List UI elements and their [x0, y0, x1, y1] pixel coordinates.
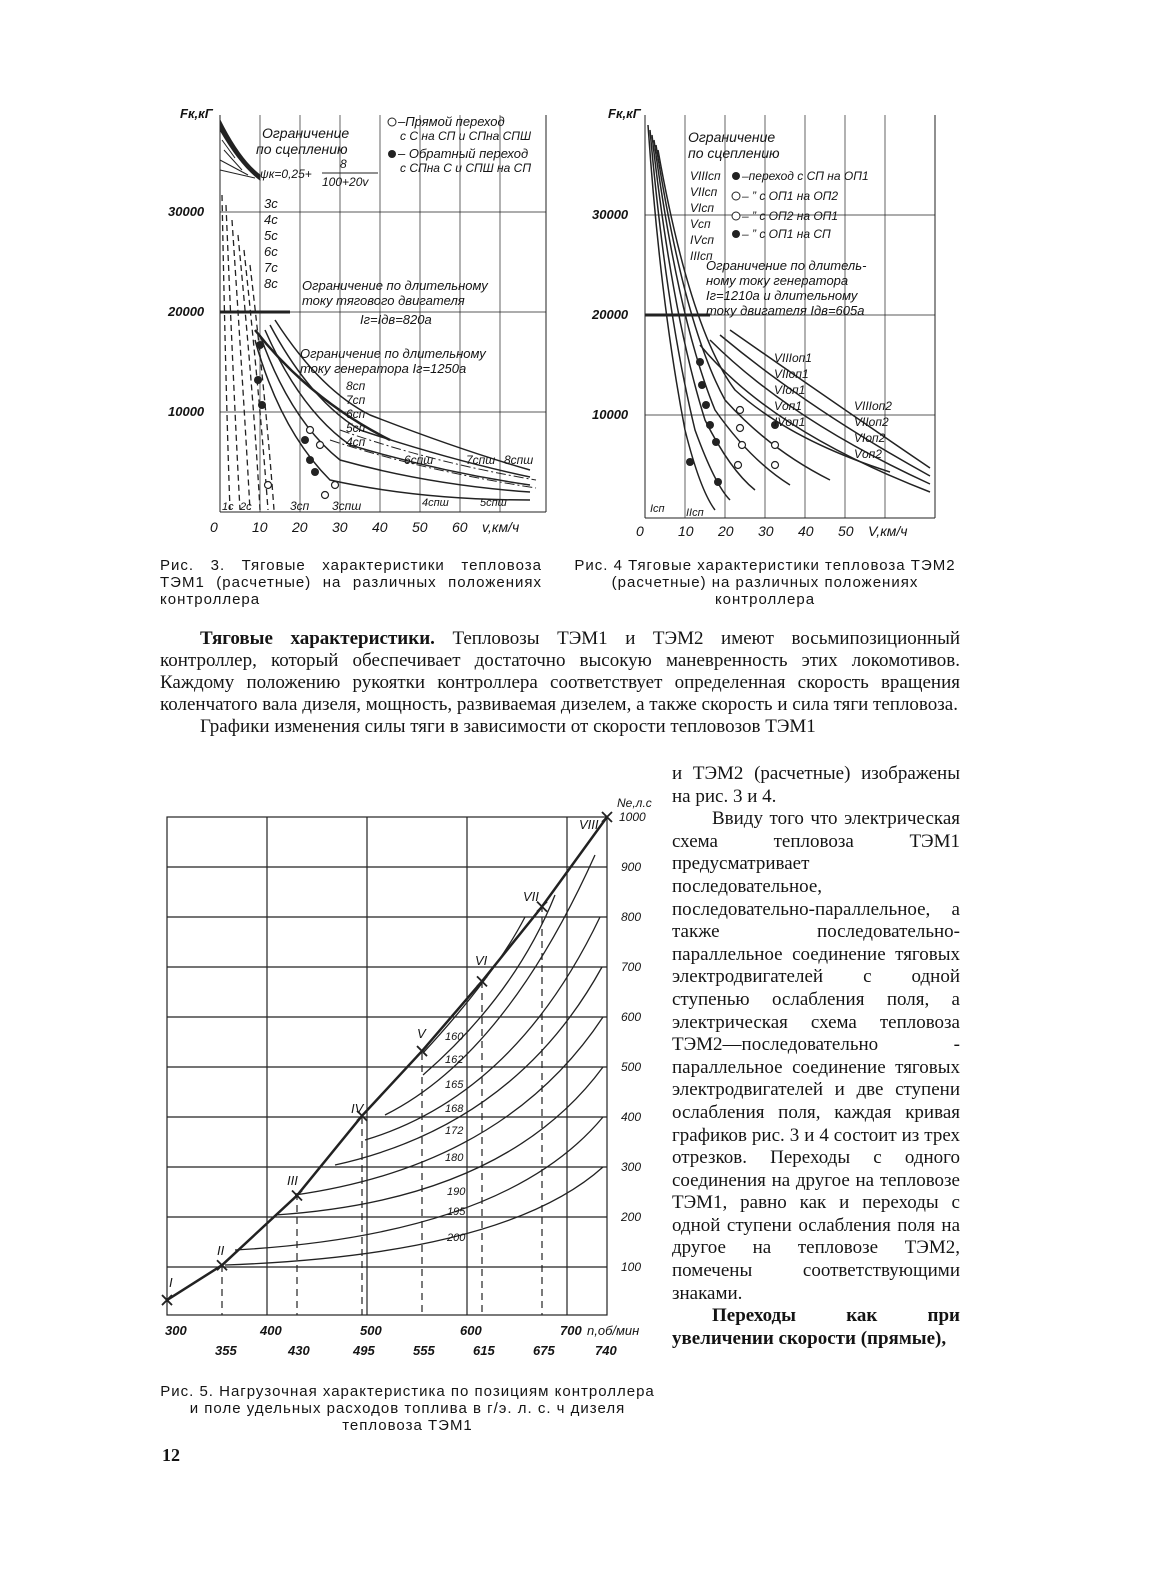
- caption-figure-4: Рис. 4 Тяговые характеристики тепловоза ТЭМ2 (расчетные) на различных положениях контроллера: [574, 557, 956, 608]
- fig5-fuel-label: 190: [447, 1186, 466, 1198]
- fig4-op2-label: Vоп2: [854, 447, 882, 461]
- fig3-motor-limit: Iг=Iдв=820а: [360, 312, 432, 327]
- caption-figure-3: Рис. 3. Тяговые характеристики тепловоза ТЭМ1 (расчетные) на различных положениях контроллера: [160, 557, 542, 608]
- fig3-x-tick: 20: [292, 519, 308, 535]
- fig4-y-tick: 20000: [592, 307, 629, 322]
- fig5-fuel-label: 200: [447, 1232, 466, 1244]
- fig4-x-tick: 20: [718, 523, 734, 539]
- fig4-legend: – ” с ОП1 на ОП2: [742, 189, 839, 203]
- fig4-limit-label: ному току генератора: [706, 273, 849, 288]
- fig4-op1-label: VIIIоп1: [774, 351, 812, 365]
- fig3-gen-limit: Ограничение по длительному: [300, 346, 486, 361]
- fig5-x-unit: n,об/мин: [587, 1323, 640, 1338]
- fig3-x-tick: 10: [252, 519, 268, 535]
- fig5-x-sub-tick: 675: [533, 1343, 555, 1358]
- fig3-sp-label: 6сп: [346, 407, 366, 421]
- fig3-legend-direct: с С на СП и СПна СПШ: [400, 129, 532, 143]
- fig3-c-label: 8с: [264, 276, 278, 291]
- fig4-legend-marker: [732, 230, 740, 238]
- fig3-spsh-label: 8спш: [504, 453, 534, 467]
- paragraph-traction: [160, 628, 960, 738]
- fig4-limit-label: Ограничение по длитель-: [706, 258, 867, 273]
- fig3-sp-label: 8сп: [346, 379, 366, 393]
- fig5-position-label: II: [217, 1243, 225, 1258]
- fig5-x-tick: 600: [460, 1323, 482, 1338]
- figure-5-load-chart: [155, 795, 665, 1370]
- fig3-c-label: 5с: [264, 228, 278, 243]
- fig4-sp-label: Vсп: [690, 217, 711, 231]
- fig3-spsh-label: 7спш: [466, 453, 496, 467]
- fig3-y-title: Fк,кГ: [180, 106, 213, 121]
- fig5-fuel-label: 162: [445, 1054, 464, 1066]
- fig4-legend: –переход с СП на ОП1: [742, 169, 869, 183]
- fig3-bottom-label: 5спш: [480, 497, 507, 509]
- figure-4-traction-chart: [590, 100, 960, 550]
- fig5-y-tick: 500: [621, 1060, 642, 1074]
- fig5-fuel-label: 195: [447, 1206, 466, 1218]
- fig4-y-tick: 30000: [592, 207, 629, 222]
- fig4-x-tick: 30: [758, 523, 774, 539]
- fig3-legend-open-marker: [388, 118, 396, 126]
- fig4-sp-label: IIIсп: [690, 249, 713, 263]
- fig5-fuel-label: 172: [445, 1125, 464, 1137]
- fig3-x-tick: 30: [332, 519, 348, 535]
- fig4-legend-marker: [732, 212, 740, 220]
- fig5-y-tick: 1000: [619, 810, 646, 824]
- fig5-y-tick: 300: [621, 1160, 642, 1174]
- fig3-c-label: 7с: [264, 260, 278, 275]
- fig5-x-tick: 700: [560, 1323, 582, 1338]
- fig3-c-label: 3с: [264, 196, 278, 211]
- fig4-y-tick: 10000: [592, 407, 629, 422]
- fig5-position-label: VI: [475, 953, 488, 968]
- fig3-x-tick: 60: [452, 519, 468, 535]
- fig5-position-label: IV: [351, 1101, 364, 1116]
- fig5-y-tick: 700: [621, 960, 642, 974]
- fig4-bottom-label: Iсп: [650, 503, 665, 515]
- fig3-c-label: 6с: [264, 244, 278, 259]
- fig5-fuel-label: 165: [445, 1079, 464, 1091]
- fig5-y-tick: 800: [621, 910, 642, 924]
- fig4-x-tick: 50: [838, 523, 854, 539]
- page-number: 12: [162, 1445, 180, 1465]
- fig3-adhesion-hatch: [220, 120, 260, 180]
- fig3-bottom-label: 4спш: [422, 497, 449, 509]
- fig4-op1-label: Vоп1: [774, 399, 802, 413]
- fig3-legend-direct: –Прямой переход: [398, 114, 505, 129]
- right-column-text: [672, 763, 960, 1350]
- fig3-direct-markers: [265, 427, 339, 499]
- fig3-bottom-label: 2с: [240, 501, 252, 513]
- fig3-legend-reverse: – Обратный переход: [398, 146, 529, 161]
- fig4-op2-label: VIоп2: [854, 431, 886, 445]
- fig5-x-sub-tick: 355: [215, 1343, 237, 1358]
- fig3-legend-filled-marker: [388, 150, 396, 158]
- fig3-y-tick: 20000: [168, 304, 205, 319]
- fig4-x-tick: 0: [636, 523, 644, 539]
- fig5-position-label: I: [169, 1275, 173, 1290]
- fig4-adhesion-label: по сцеплению: [688, 145, 780, 161]
- fig4-legend: – ” с ОП2 на ОП1: [742, 209, 839, 223]
- fig3-formula-den: 100+20v: [322, 175, 369, 189]
- fig3-bottom-label: 1с: [222, 501, 234, 513]
- paragraph-2-continuation: и ТЭМ2 (расчетные) изображены на рис. 3 и 4.: [672, 763, 960, 807]
- fig4-legend-marker: [732, 192, 740, 200]
- fig5-x-sub-tick: 615: [473, 1343, 495, 1358]
- fig5-position-label: VIII: [579, 817, 599, 832]
- fig4-limit-label: току двигателя Iдв=605а: [706, 303, 865, 318]
- fig3-adhesion-label: Ограничение: [262, 125, 350, 141]
- fig3-x-tick: 50: [412, 519, 428, 535]
- fig4-sp-label: IVсп: [690, 233, 714, 247]
- paragraph-3: Ввиду того что электрическая схема тепловоза ТЭМ1 предусматривает последовательное, последовательно-параллельное, а также последовательно-параллельное соединение тяговых электродвигателей с одной ступенью ослабления поля, а электрическая схема тепловоза ТЭМ2—последовательно - параллельное соединение тяговых электродвигателей и две ступени ослабления поля, каждая кривая графиков рис. 3 и 4 состоит из трех отрезков. Переходы с одного соединения на другое на тепловозе ТЭМ1, равно как и переходы с одной ступени ослабления поля на другое на тепловозе ТЭМ2, помечены соответствующими знаками.: [672, 808, 960, 1304]
- fig3-bottom-label: 3сп: [290, 499, 310, 513]
- fig3-sp-label: 7сп: [346, 393, 366, 407]
- fig3-c-label: 4с: [264, 212, 278, 227]
- fig4-adhesion-label: Ограничение: [688, 129, 776, 145]
- fig5-position-label: VII: [523, 889, 539, 904]
- fig3-motor-limit: току тягового двигателя: [302, 293, 465, 308]
- paragraph-1: Тепловозы ТЭМ1 и ТЭМ2 имеют восьмипозиционный контроллер, который обеспечивает достаточно высокую маневренность этих локомотивов. Каждому положению рукоятки контроллера соответствует определенная скорость вращения коленчатого вала дизеля, мощность, развиваемая дизелем, а также скорость и сила тяги тепловоза.: [160, 628, 961, 715]
- fig5-fuel-label: 160: [445, 1031, 464, 1043]
- fig5-fuel-label: 168: [445, 1103, 464, 1115]
- fig5-x-sub-tick: 495: [353, 1343, 375, 1358]
- fig3-sp-label: 5сп: [346, 421, 366, 435]
- fig4-op1-label: VIIоп1: [774, 367, 809, 381]
- fig5-load-line: [167, 817, 607, 1300]
- fig3-formula-lhs: ψк=0,25+: [260, 167, 312, 181]
- fig5-y-tick: 900: [621, 860, 642, 874]
- fig5-y-tick: 100: [621, 1260, 642, 1274]
- figure-3-traction-chart: [160, 100, 560, 550]
- fig4-limit-label: Iг=1210а и длительному: [706, 288, 858, 303]
- fig4-op2-label: VIIоп2: [854, 415, 889, 429]
- fig5-x-tick: 300: [165, 1323, 187, 1338]
- fig4-op1-label: IVоп1: [774, 415, 806, 429]
- paragraph-2-line: Графики изменения силы тяги в зависимости от скорости тепловозов ТЭМ1: [200, 716, 816, 737]
- fig5-y-tick: 200: [621, 1210, 642, 1224]
- fig4-sp-label: VIсп: [690, 201, 714, 215]
- fig5-x-tick: 400: [260, 1323, 282, 1338]
- fig5-y-tick: 400: [621, 1110, 642, 1124]
- fig3-sp-label: 4сп: [346, 435, 366, 449]
- section-heading: Тяговые характеристики.: [200, 628, 435, 649]
- fig4-op1-label: VIоп1: [774, 383, 806, 397]
- fig3-spsh-label: 6спш: [404, 453, 434, 467]
- fig3-y-tick: 30000: [168, 204, 205, 219]
- fig5-x-sub-tick: 430: [288, 1343, 310, 1358]
- fig3-y-tick: 10000: [168, 404, 205, 419]
- fig3-legend-reverse: с СПна С и СПШ на СП: [400, 161, 532, 175]
- fig5-position-label: III: [287, 1173, 298, 1188]
- fig5-fuel-label: 180: [445, 1152, 464, 1164]
- fig4-sp-label: VIIIсп: [690, 169, 721, 183]
- fig5-y-tick: 600: [621, 1010, 642, 1024]
- fig4-sp-label: VIIсп: [690, 185, 718, 199]
- fig5-position-label: V: [417, 1026, 426, 1041]
- fig4-y-title: Fк,кГ: [608, 106, 641, 121]
- fig3-bottom-label: 3спш: [332, 499, 362, 513]
- fig3-motor-limit: Ограничение по длительному: [302, 278, 488, 293]
- fig3-x-unit: v,км/ч: [482, 519, 520, 535]
- fig5-x-sub-tick: 555: [413, 1343, 435, 1358]
- fig3-adhesion-label: по сцеплению: [256, 141, 348, 157]
- fig5-x-sub-tick: 740: [595, 1343, 617, 1358]
- fig4-x-tick: 40: [798, 523, 814, 539]
- fig4-op2-label: VIIIоп2: [854, 399, 892, 413]
- fig4-legend: – ” с ОП1 на СП: [742, 227, 831, 241]
- caption-figure-5: Рис. 5. Нагрузочная характеристика по позициям контроллера и поле удельных расходов топлива в г/э. л. с. ч дизеля тепловоза ТЭМ1: [160, 1383, 655, 1434]
- fig3-x-tick: 40: [372, 519, 388, 535]
- paragraph-4: Переходы как при увеличении скорости (прямые),: [672, 1305, 960, 1349]
- fig5-y-title: Ne,л.с: [617, 796, 652, 810]
- fig3-gen-limit: току генератора Iг=1250а: [300, 361, 467, 376]
- fig4-legend-marker: [732, 172, 740, 180]
- fig3-x-tick: 0: [210, 519, 218, 535]
- fig4-x-tick: 10: [678, 523, 694, 539]
- fig4-x-unit: V,км/ч: [868, 523, 908, 539]
- fig5-x-tick: 500: [360, 1323, 382, 1338]
- fig4-bottom-label: IIсп: [686, 507, 704, 519]
- fig3-formula-num: 8: [340, 157, 347, 171]
